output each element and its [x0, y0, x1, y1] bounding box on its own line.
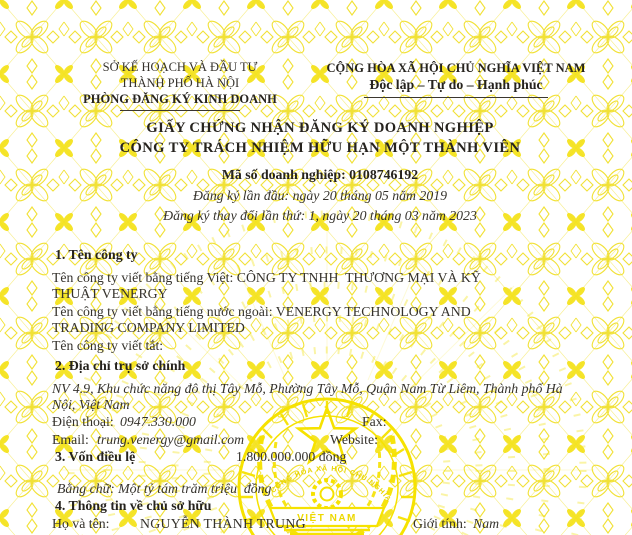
- owner-name-value: NGUYỄN THÀNH TRUNG: [140, 516, 306, 531]
- company-name-foreign: [52, 304, 504, 336]
- owner-name-label: Họ và tên:: [52, 516, 110, 531]
- company-name-vn: [52, 270, 504, 302]
- emblem-country-text: VIỆT NAM: [297, 513, 357, 524]
- national-motto: Độc lập – Tự do – Hạnh phúc: [369, 77, 543, 92]
- issuer-underline: [120, 110, 240, 111]
- phone-label: Điện thoại:: [52, 414, 114, 429]
- national-title: CỘNG HÒA XÃ HỘI CHỦ NGHĨA VIỆT NAM: [326, 61, 586, 75]
- section2-heading: 2. Địa chỉ trụ sở chính: [55, 358, 186, 373]
- phone-value: 0947.330.000: [120, 414, 196, 429]
- company-name-vn-value: CÔNG TY TNHH THƯƠNG MẠI VÀ KỸ THUẬT VENERGY: [52, 270, 485, 301]
- email-value: trung.venergy@gmail.com: [97, 432, 245, 447]
- gender-label: Giới tính:: [413, 516, 467, 531]
- fax-label: Fax:: [362, 414, 387, 429]
- company-name-abbr-label: Tên công ty viết tắt:: [52, 338, 164, 353]
- section3-heading: 3. Vốn điều lệ: [55, 449, 136, 464]
- section4-heading: 4. Thông tin về chủ sở hữu: [55, 498, 212, 513]
- motto-underline: [364, 97, 548, 98]
- company-name-foreign-value: VENERGY TECHNOLOGY AND TRADING COMPANY LIMITED: [52, 304, 474, 335]
- in-words-value: Một tỷ tám trăm triệu đồng: [118, 481, 272, 496]
- tax-code: Mã số doanh nghiệp: 0108746192: [221, 167, 419, 182]
- charter-capital-in-words: [57, 481, 271, 497]
- website-label: Website:: [330, 432, 378, 447]
- emblem-arc-text: CỘNG HÒA XÃ HỘI CHỦ NGHĨA: [269, 465, 393, 504]
- head-office-address: NV 4.9, Khu chức năng đô thị Tây Mỗ, Phường Tây Mỗ, Quận Nam Từ Liêm, Thành phố Hà Nội, Việt Nam: [52, 381, 563, 412]
- gender-value: Nam: [473, 516, 500, 531]
- certificate-title-line1: GIẤY CHỨNG NHẬN ĐĂNG KÝ DOANH NGHIỆP: [146, 120, 494, 136]
- company-name-foreign-label: Tên công ty viết bằng tiếng nước ngoài:: [52, 304, 276, 319]
- amendment-registration-date: Đăng ký thay đổi lần thứ: 1, ngày 20 tháng 03 năm 2023: [163, 208, 477, 223]
- email-label: Email:: [52, 432, 89, 447]
- first-registration-date: Đăng ký lần đầu: ngày 20 tháng 05 năm 2019: [192, 188, 448, 203]
- certificate-title-line2: CÔNG TY TRÁCH NHIỆM HỮU HẠN MỘT THÀNH VIÊN: [119, 140, 521, 156]
- issuer-office-line3: PHÒNG ĐĂNG KÝ KINH DOANH: [83, 92, 277, 106]
- section1-heading: 1. Tên công ty: [55, 247, 138, 262]
- in-words-label: Bằng chữ:: [57, 481, 119, 496]
- company-name-vn-label: Tên công ty viết bằng tiếng Việt:: [52, 270, 237, 285]
- issuer-office-line2: THÀNH PHỐ HÀ NỘI: [120, 76, 240, 90]
- issuer-office-line1: SỞ KẾ HOẠCH VÀ ĐẦU TƯ: [102, 60, 258, 74]
- charter-capital-amount: 1.800.000.000 đồng: [236, 449, 347, 464]
